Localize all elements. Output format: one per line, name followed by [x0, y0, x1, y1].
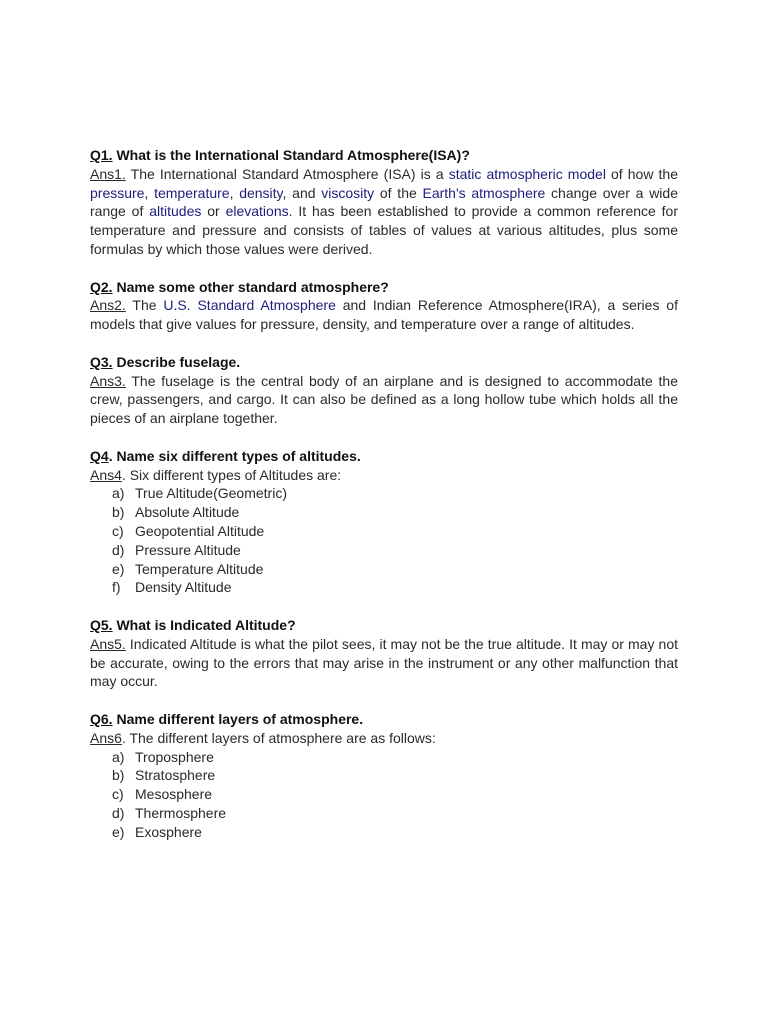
answer-text: , and [282, 184, 322, 201]
question-text: What is the International Standard Atmosphere(ISA)? [112, 147, 470, 163]
list-item-text: Mesosphere [135, 786, 213, 803]
list-marker: a) [112, 748, 125, 765]
answer-text: . The different layers of atmosphere are as follows: [121, 729, 436, 746]
answer-text: of the [374, 184, 423, 201]
list-item [112, 522, 678, 541]
list-item-text: True Altitude(Geometric) [135, 485, 287, 502]
answer-label: Ans5. [90, 635, 126, 652]
question-3 [90, 353, 678, 372]
list-item-text: Density Altitude [135, 579, 232, 596]
list-item-text: Exosphere [135, 823, 202, 840]
answer-text: , [144, 184, 155, 201]
list-marker: a) [112, 485, 125, 502]
link-pressure[interactable]: pressure [90, 184, 145, 201]
question-text: . Name six different types of altitudes. [108, 447, 361, 464]
list-item-text: Stratosphere [135, 767, 216, 784]
list-marker: d) [112, 541, 125, 558]
list-marker: b) [112, 504, 125, 521]
answer-1 [90, 165, 678, 259]
question-label: Q5. [90, 616, 113, 633]
question-text: Name some other standard atmosphere? [112, 278, 389, 295]
answer-label: Ans6 [90, 729, 122, 746]
qa-block-4 [90, 447, 678, 597]
link-static-atmospheric-model[interactable]: static atmospheric model [448, 165, 606, 182]
link-temperature[interactable]: temperature [154, 184, 230, 201]
answer-text: The [125, 297, 164, 314]
answer-text: of how the [605, 165, 679, 182]
answer-label: Ans2. [90, 297, 126, 314]
list-marker: e) [112, 560, 125, 577]
answer-2 [90, 296, 678, 334]
question-1 [90, 146, 678, 165]
qa-block-6 [90, 710, 678, 842]
link-us-standard-atmosphere[interactable]: U.S. Standard Atmosphere [163, 297, 336, 314]
qa-block-3 [90, 353, 678, 428]
answer-text: Indicated Altitude is what the pilot sees, it may not be the true altitude. It may or may not be accurate, owing to the errors that may arise in the instrument or any other malfunction that may occur. [90, 635, 678, 690]
list-item [112, 748, 678, 767]
question-5 [90, 616, 678, 635]
qa-block-2 [90, 278, 678, 334]
answer-label: Ans4 [90, 466, 122, 483]
list-item [112, 484, 678, 503]
answer-text: . Six different types of Altitudes are: [121, 466, 342, 483]
link-viscosity[interactable]: viscosity [321, 184, 375, 201]
list-item-text: Troposphere [135, 748, 214, 765]
list-item-text: Geopotential Altitude [135, 522, 265, 539]
list-item-text: Temperature Altitude [135, 560, 264, 577]
answer-text: The fuselage is the central body of an airplane and is designed to accommodate the crew, passengers, and cargo. It can also be defined as a long hollow tube which holds all the pieces of an airplane together. [90, 372, 678, 427]
list-marker: e) [112, 823, 125, 840]
atmosphere-layers-list [90, 748, 678, 842]
list-item [112, 804, 678, 823]
link-elevations[interactable]: elevations [225, 203, 289, 220]
list-marker: f) [112, 579, 121, 596]
list-item [112, 766, 678, 785]
question-label: Q3. [90, 353, 113, 370]
answer-text: , [229, 184, 240, 201]
list-item-text: Absolute Altitude [135, 504, 240, 521]
list-item [112, 503, 678, 522]
question-6 [90, 710, 678, 729]
question-label: Q6. [90, 710, 113, 727]
answer-text: and Indian Reference Atmosphere(IRA), a series of models that give values for pressure, density, and temperature over a range of altitudes. [90, 297, 678, 333]
qa-block-5 [90, 616, 678, 691]
altitude-types-list [90, 484, 678, 597]
answer-text: The International Standard Atmosphere (ISA) is a [125, 165, 449, 182]
answer-text: . It has been established to provide a common reference for temperature and pressure and consists of tables of values at various altitudes, plus some formulas by which those values were derived. [90, 203, 679, 257]
question-2 [90, 278, 678, 297]
link-altitudes[interactable]: altitudes [149, 203, 202, 220]
list-item [112, 541, 678, 560]
answer-4 [90, 466, 678, 485]
list-item-text: Thermosphere [135, 804, 227, 821]
list-marker: b) [112, 767, 125, 784]
list-item [112, 560, 678, 579]
question-label: Q4 [90, 447, 109, 464]
list-marker: c) [112, 786, 124, 803]
link-earths-atmosphere[interactable]: Earth's atmosphere [422, 184, 546, 201]
question-text: Name different layers of atmosphere. [112, 710, 364, 727]
question-label: Q1. [90, 147, 113, 163]
document-page [90, 146, 678, 860]
list-item [112, 785, 678, 804]
list-marker: c) [112, 522, 124, 539]
list-item [112, 578, 678, 597]
list-item [112, 823, 678, 842]
list-item-text: Pressure Altitude [135, 541, 241, 558]
question-label: Q2. [90, 278, 113, 295]
answer-3 [90, 372, 678, 428]
qa-block-1 [90, 146, 678, 259]
answer-label: Ans3. [90, 372, 126, 389]
list-marker: d) [112, 804, 125, 821]
question-text: Describe fuselage. [112, 353, 241, 370]
link-density[interactable]: density [239, 184, 283, 201]
answer-text: change over a wide range of [90, 184, 678, 220]
answer-text: or [201, 203, 226, 220]
answer-5 [90, 635, 678, 691]
question-text: What is Indicated Altitude? [112, 616, 296, 633]
answer-label: Ans1. [90, 165, 126, 182]
answer-6 [90, 729, 678, 748]
question-4 [90, 447, 678, 466]
